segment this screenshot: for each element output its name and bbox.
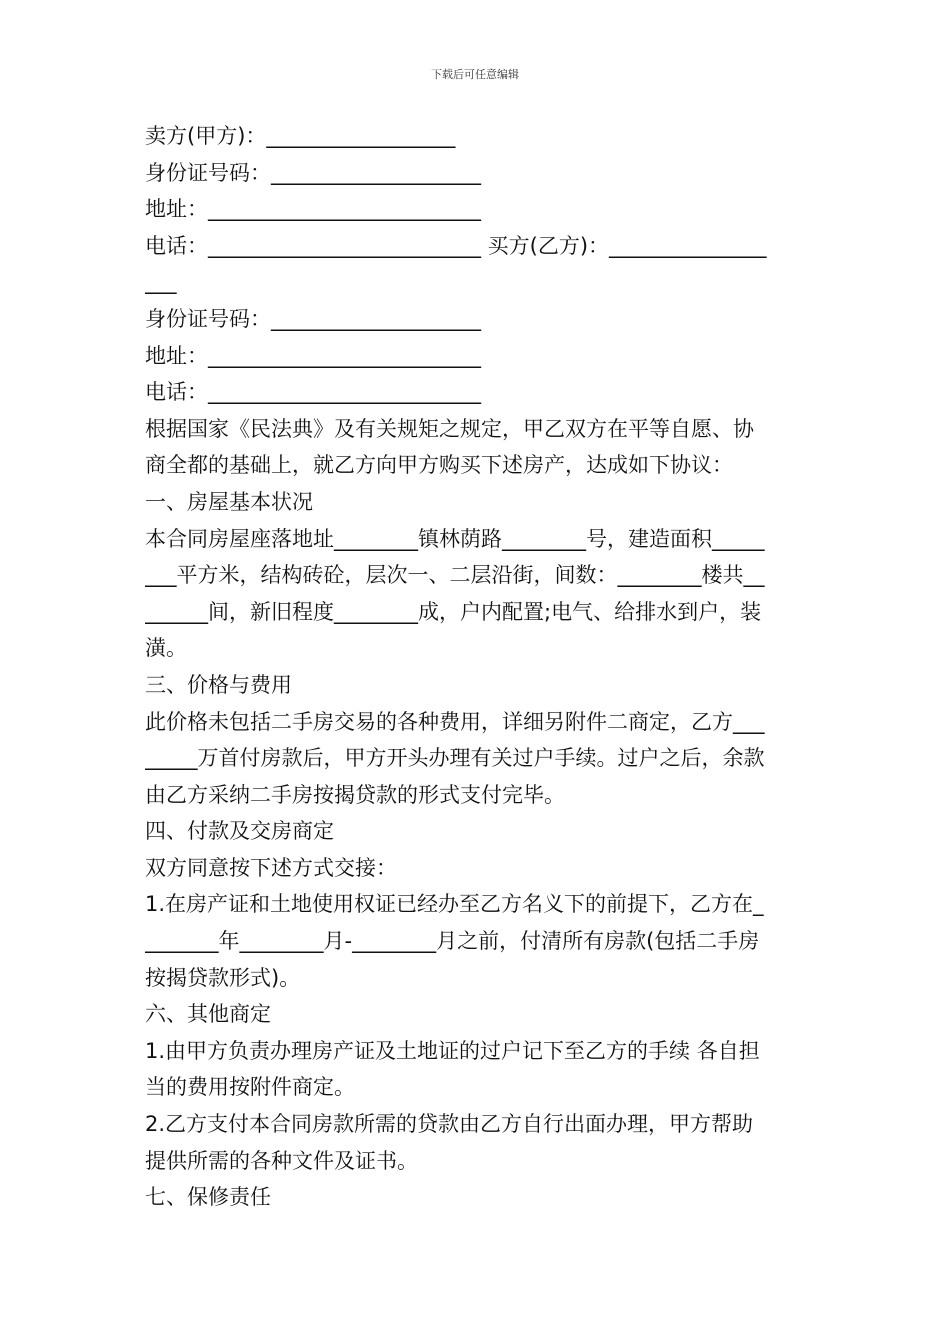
section-heading: 六、其他商定 (145, 1002, 271, 1027)
buyer-id-line: 身份证号码：____________________ (145, 306, 481, 331)
price-paragraph-line: 由乙方采纳二手房按揭贷款的形式支付完毕。 (145, 782, 565, 807)
buyer-address-line: 地址：__________________________ (145, 343, 481, 368)
seller-address-line: 地址：__________________________ (145, 197, 481, 222)
other-clause-line: 当的费用按附件商定。 (145, 1075, 355, 1100)
preamble-line: 根据国家《民法典》及有关规矩之规定，甲乙双方在平等自愿、协 (145, 416, 754, 441)
section-heading: 一、房屋基本状况 (145, 489, 313, 514)
header-note: 下载后可任意编辑 (431, 68, 519, 81)
seller-phone-buyer-line: 电话：__________________________ 买方(乙方)：_______________ (145, 233, 767, 258)
seller-name-line: 卖方(甲方)：__________________ (145, 124, 456, 148)
section-heading: 七、保修责任 (145, 1185, 271, 1210)
payment-clause-line: 按揭贷款形式)。 (145, 965, 301, 990)
preamble-line: 商全都的基础上，就乙方向甲方购买下述房产，达成如下协议： (145, 453, 733, 478)
property-paragraph-line: ______间，新旧程度________成，户内配置;电气、给排水到户，装 (145, 599, 762, 624)
property-paragraph-line: 潢。 (145, 636, 187, 661)
payment-clause-line: _______年________月-________月之前，付清所有房款(包括二手房 (145, 929, 760, 954)
property-paragraph-line: 本合同房屋座落地址________镇林荫路________号，建造面积_____ (145, 526, 765, 551)
section-heading: 三、价格与费用 (145, 672, 292, 697)
price-paragraph-line: _____万首付房款后，甲方开头办理有关过户手续。过户之后，余款 (145, 746, 765, 771)
seller-id-line: 身份证号码：____________________ (145, 160, 481, 185)
buyer-name-continuation: ___ (145, 270, 177, 295)
other-clause-line: 提供所需的各种文件及证书。 (145, 1148, 418, 1173)
section-heading: 四、付款及交房商定 (145, 819, 334, 844)
property-paragraph-line: ___平方米，结构砖砼，层次一、二层沿街，间数：________楼共__ (145, 563, 765, 588)
price-paragraph-line: 此价格未包括二手房交易的各种费用，详细另附件二商定，乙方___ (145, 709, 765, 734)
document-body (145, 118, 810, 1216)
other-clause-line: 2.乙方支付本合同房款所需的贷款由乙方自行出面办理，甲方帮助 (145, 1112, 754, 1137)
buyer-phone-line: 电话：__________________________ (145, 380, 481, 405)
payment-clause-line: 1.在房产证和土地使用权证已经办至乙方名义下的前提下，乙方在_ (145, 892, 764, 917)
other-clause-line: 1.由甲方负责办理房产证及土地证的过户记下至乙方的手续 各自担 (145, 1038, 760, 1063)
payment-intro-line: 双方同意按下述方式交接： (145, 855, 397, 880)
